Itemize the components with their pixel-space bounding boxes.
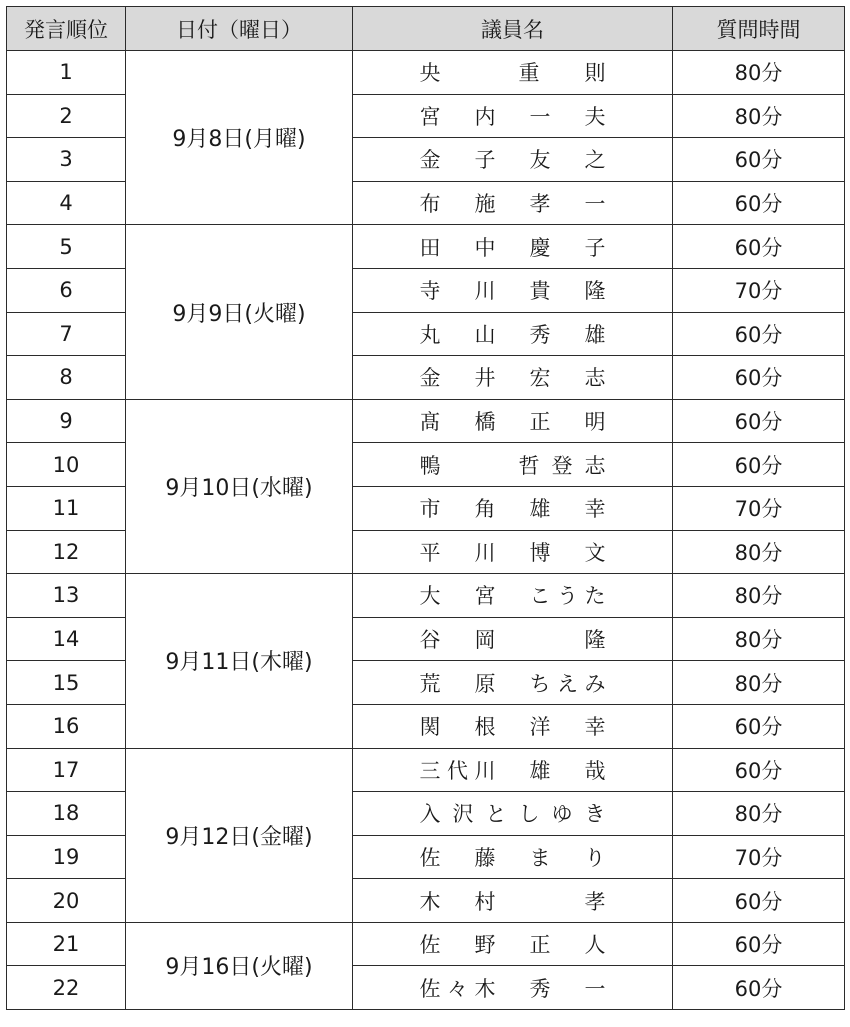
- order-cell: 1: [7, 51, 126, 95]
- member-name: 平 川 博 文: [419, 540, 606, 565]
- table-row: [7, 574, 845, 618]
- member-name: 金 井 宏 志: [419, 366, 606, 391]
- table-row: [7, 399, 845, 443]
- date-cell: 9月11日(木曜): [126, 574, 353, 748]
- order-cell: 17: [7, 748, 126, 792]
- time-cell: 60分: [673, 138, 845, 182]
- name-cell: [353, 443, 673, 487]
- member-name: 木 村 孝: [419, 889, 606, 914]
- time-cell: 80分: [673, 530, 845, 574]
- time-cell: 60分: [673, 748, 845, 792]
- member-name: 佐 野 正 人: [419, 933, 606, 958]
- order-cell: 20: [7, 879, 126, 923]
- name-cell: [353, 835, 673, 879]
- member-name: 佐 藤 ま り: [419, 845, 606, 870]
- date-cell: 9月12日(金曜): [126, 748, 353, 922]
- name-cell: [353, 966, 673, 1010]
- order-cell: 15: [7, 661, 126, 705]
- table-row: [7, 922, 845, 966]
- name-cell: [353, 617, 673, 661]
- order-cell: 7: [7, 312, 126, 356]
- name-cell: [353, 225, 673, 269]
- header-date: 日付（曜日）: [126, 7, 353, 51]
- name-cell: [353, 748, 673, 792]
- name-cell: [353, 574, 673, 618]
- time-cell: 60分: [673, 704, 845, 748]
- order-cell: 14: [7, 617, 126, 661]
- order-cell: 8: [7, 356, 126, 400]
- time-cell: 60分: [673, 966, 845, 1010]
- name-cell: [353, 530, 673, 574]
- name-cell: [353, 922, 673, 966]
- order-cell: 21: [7, 922, 126, 966]
- member-name: 入沢としゆき: [419, 802, 606, 827]
- header-name: 議員名: [353, 7, 673, 51]
- name-cell: [353, 138, 673, 182]
- member-name: 佐々木 秀 一: [419, 976, 606, 1001]
- name-cell: [353, 356, 673, 400]
- name-cell: [353, 792, 673, 836]
- member-name: 金 子 友 之: [419, 148, 606, 173]
- order-cell: 13: [7, 574, 126, 618]
- member-name: 谷 岡 隆: [419, 628, 606, 653]
- name-cell: [353, 399, 673, 443]
- member-name: 大 宮 こうた: [419, 584, 606, 609]
- table-row: [7, 225, 845, 269]
- order-cell: 16: [7, 704, 126, 748]
- header-row: [7, 7, 845, 51]
- order-cell: 4: [7, 181, 126, 225]
- order-cell: 11: [7, 486, 126, 530]
- name-cell: [353, 51, 673, 95]
- member-name: 寺 川 貴 隆: [419, 279, 606, 304]
- time-cell: 60分: [673, 356, 845, 400]
- time-cell: 70分: [673, 486, 845, 530]
- member-name: 髙 橋 正 明: [419, 410, 606, 435]
- order-cell: 6: [7, 268, 126, 312]
- time-cell: 60分: [673, 225, 845, 269]
- name-cell: [353, 879, 673, 923]
- member-name: 布 施 孝 一: [419, 192, 606, 217]
- date-cell: 9月10日(水曜): [126, 399, 353, 573]
- member-name: 関 根 洋 幸: [419, 715, 606, 740]
- order-cell: 9: [7, 399, 126, 443]
- member-name: 市 角 雄 幸: [419, 497, 606, 522]
- name-cell: [353, 704, 673, 748]
- date-cell: 9月16日(火曜): [126, 922, 353, 1009]
- member-name: 荒 原 ちえみ: [419, 671, 606, 696]
- member-name: 鴨 哲登志: [419, 453, 606, 478]
- member-name: 田 中 慶 子: [419, 235, 606, 260]
- order-cell: 2: [7, 94, 126, 138]
- date-cell: 9月9日(火曜): [126, 225, 353, 399]
- name-cell: [353, 486, 673, 530]
- time-cell: 60分: [673, 399, 845, 443]
- time-cell: 80分: [673, 94, 845, 138]
- order-cell: 5: [7, 225, 126, 269]
- order-cell: 19: [7, 835, 126, 879]
- order-cell: 18: [7, 792, 126, 836]
- time-cell: 80分: [673, 792, 845, 836]
- name-cell: [353, 181, 673, 225]
- time-cell: 60分: [673, 922, 845, 966]
- time-cell: 80分: [673, 661, 845, 705]
- time-cell: 70分: [673, 268, 845, 312]
- order-cell: 12: [7, 530, 126, 574]
- header-order: 発言順位: [7, 7, 126, 51]
- order-cell: 10: [7, 443, 126, 487]
- time-cell: 60分: [673, 312, 845, 356]
- order-cell: 3: [7, 138, 126, 182]
- time-cell: 60分: [673, 879, 845, 923]
- time-cell: 60分: [673, 443, 845, 487]
- date-cell: 9月8日(月曜): [126, 51, 353, 225]
- table-row: [7, 51, 845, 95]
- member-name: 三代川 雄 哉: [419, 758, 606, 783]
- time-cell: 80分: [673, 574, 845, 618]
- name-cell: [353, 661, 673, 705]
- table-row: [7, 748, 845, 792]
- member-name: 央 重 則: [419, 61, 606, 86]
- member-name: 丸 山 秀 雄: [419, 322, 606, 347]
- time-cell: 70分: [673, 835, 845, 879]
- time-cell: 60分: [673, 181, 845, 225]
- name-cell: [353, 268, 673, 312]
- speaking-order-table: [6, 6, 845, 1010]
- header-time: 質問時間: [673, 7, 845, 51]
- name-cell: [353, 312, 673, 356]
- member-name: 宮 内 一 夫: [419, 104, 606, 129]
- time-cell: 80分: [673, 617, 845, 661]
- time-cell: 80分: [673, 51, 845, 95]
- name-cell: [353, 94, 673, 138]
- order-cell: 22: [7, 966, 126, 1010]
